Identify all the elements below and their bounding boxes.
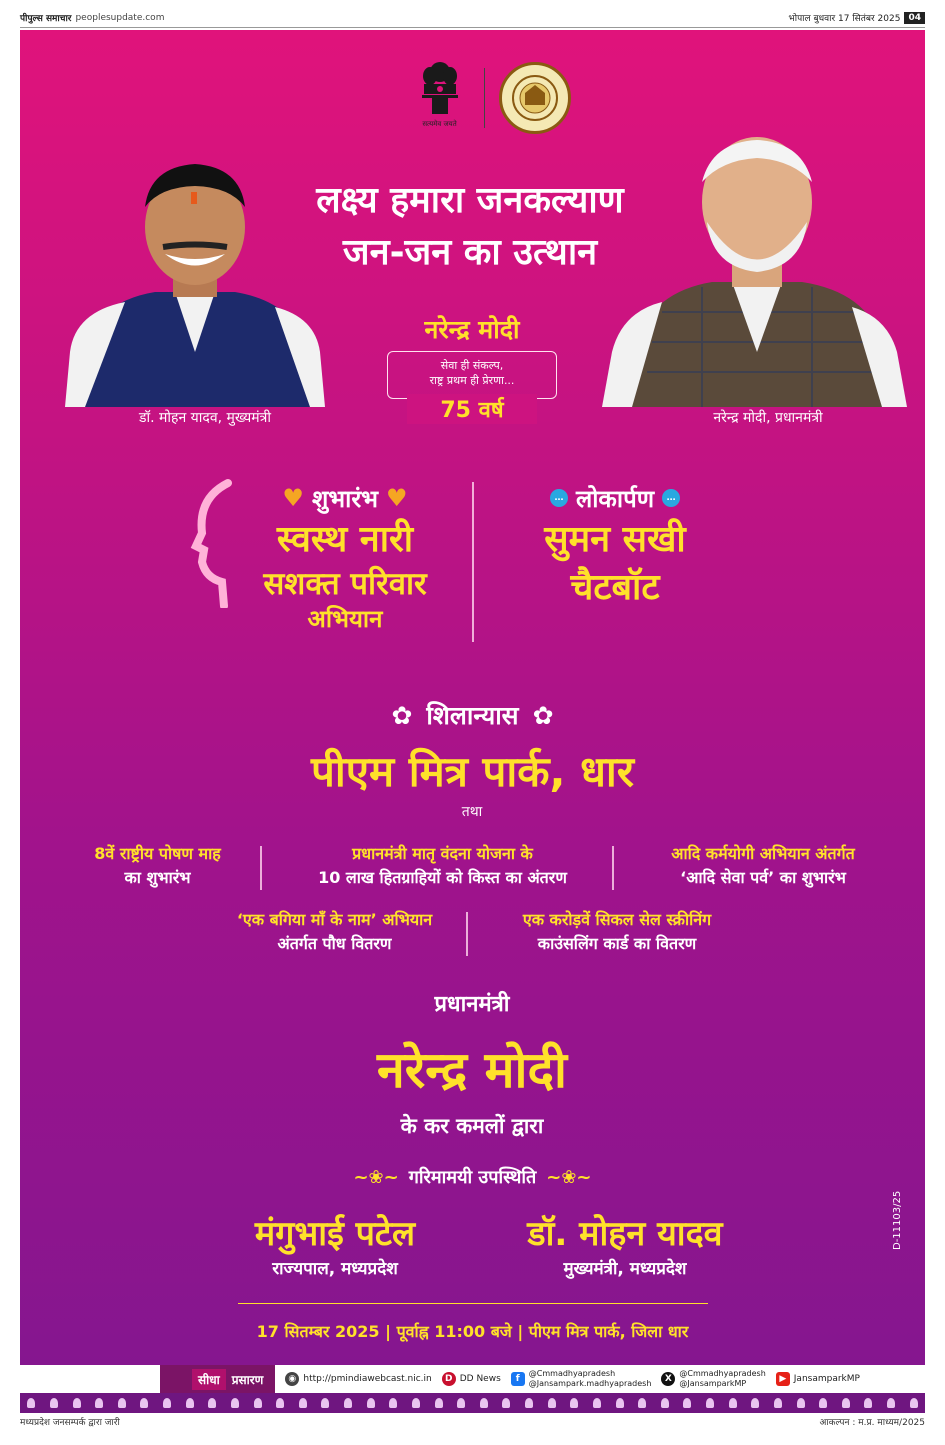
ornament-left-icon: ~❀~ [353, 1166, 399, 1188]
design-credit: आकल्पन : म.प्र. माध्यम/2025 [819, 1418, 925, 1428]
foundation-title: पीएम मित्र पार्क, धार [311, 747, 634, 796]
slogan-box [387, 351, 557, 399]
pm-name: नरेन्द्र मोदी [377, 1041, 567, 1099]
ornament-right-icon: ~❀~ [546, 1166, 592, 1188]
program-item: 8वें राष्ट्रीय पोषण माह का शुभारंभ [94, 844, 221, 887]
program-item: एक करोड़वें सिकल सेल स्क्रीनिंग काउंसलिंग कार्ड का वितरण [522, 910, 712, 953]
facebook-icon: f [511, 1372, 525, 1386]
prime-minister-caption: नरेन्द्र मोदी, प्रधानमंत्री [713, 410, 823, 426]
program-divider [612, 846, 614, 890]
foundation-tag-label: शिलान्यास [426, 701, 519, 730]
gracious-presence [300, 1160, 645, 1194]
x-icon: X [661, 1372, 675, 1386]
ad-code: D-11103/25 [892, 1190, 903, 1250]
launch-right-title-2: चैटबॉट [570, 567, 660, 608]
heart-hands-icon: ♥ [282, 484, 304, 512]
live-broadcast-label: सीधा प्रसारण [160, 1365, 275, 1393]
program-divider [260, 846, 262, 890]
chat-bubble-icon: … [662, 489, 680, 507]
headline-line-1: लक्ष्य हमारा जनकल्याण [316, 180, 624, 221]
newspaper-header [20, 8, 925, 28]
dd-news-link[interactable]: D DD News [442, 1372, 501, 1386]
program-divider [466, 912, 468, 956]
divider-line [238, 1303, 708, 1304]
event-details: 17 सितम्बर 2025 | पूर्वाह्न 11:00 बजे | पीएम मित्र पार्क, जिला धार [256, 1322, 689, 1341]
headline [235, 175, 705, 279]
footer [20, 1415, 925, 1431]
youtube-link[interactable]: ▶ JansamparkMP [776, 1372, 860, 1386]
emblem-divider [484, 68, 485, 128]
paper-name: पीपुल्स समाचार [20, 14, 72, 24]
launch-tag-left: शुभारंभ [311, 484, 379, 513]
launch-left-title-3: अभियान [307, 605, 383, 633]
launch-divider [472, 482, 474, 642]
event-time: पूर्वाह्न 11:00 बजे [396, 1322, 512, 1341]
launch-left-title-1: स्वस्थ नारी [276, 519, 414, 560]
program-item: ‘एक बगिया माँ के नाम’ अभियान अंतर्गत पौध वितरण [236, 910, 433, 953]
heart-hands-icon: ♥ [386, 484, 408, 512]
launch-right-title-1: सुमन सखी [544, 519, 686, 560]
launch-block-left [220, 480, 470, 634]
pm-label: प्रधानमंत्री [434, 992, 510, 1017]
facebook-link[interactable]: f @Cmmadhyapradesh @Jansampark.madhyapradesh [511, 1369, 652, 1389]
dateline: भोपाल बुधवार 17 सितंबर 2025 [788, 14, 901, 24]
and-text: तथा [461, 804, 483, 820]
emblem-motto: सत्यमेव जयते [422, 120, 457, 128]
mp-govt-seal-icon [499, 62, 571, 134]
program-item: आदि कर्मयोगी अभियान अंतर्गत ‘आदि सेवा पर्व’ का शुभारंभ [671, 844, 855, 887]
presence-label: गरिमामयी उपस्थिति [408, 1167, 537, 1188]
cotton-flower-icon: ✿ [532, 700, 554, 730]
issued-by: मध्यप्रदेश जनसम्पर्क द्वारा जारी [20, 1418, 120, 1428]
ashoka-emblem-icon [410, 58, 470, 138]
foundation-tag [330, 698, 615, 732]
slogan-line-1: सेवा ही संकल्प, [440, 359, 504, 372]
page-number: 04 [904, 12, 925, 24]
guest-chief-minister: डॉ. मोहन यादव मुख्यमंत्री, मध्यप्रदेश [527, 1214, 723, 1279]
emblems [405, 58, 575, 138]
years-badge: 75 वर्ष [407, 394, 537, 424]
decorative-border [20, 1393, 925, 1413]
chat-bubble-icon: … [550, 489, 568, 507]
launch-block-right [490, 480, 740, 612]
headline-line-2: जन-जन का उत्थान [342, 232, 598, 273]
event-place: पीएम मित्र पार्क, जिला धार [528, 1322, 689, 1341]
cotton-flower-icon: ✿ [391, 700, 413, 730]
center-name: नरेन्द्र मोदी [424, 315, 520, 344]
globe-icon: ◉ [285, 1372, 299, 1386]
webcast-link[interactable]: ◉ http://pmindiawebcast.nic.in [285, 1372, 431, 1386]
event-date: 17 सितम्बर 2025 [256, 1322, 380, 1341]
slogan-line-2: राष्ट्र प्रथम ही प्रेरणा... [429, 374, 515, 387]
guest-governor: मंगुभाई पटेल राज्यपाल, मध्यप्रदेश [254, 1214, 416, 1279]
program-item: प्रधानमंत्री मातृ वंदना योजना के 10 लाख हितग्राहियों को किस्त का अंतरण [318, 844, 567, 887]
by-hands-text: के कर कमलों द्वारा [400, 1114, 544, 1138]
launch-left-title-2: सशक्त परिवार [263, 566, 427, 602]
chief-minister-caption: डॉ. मोहन यादव, मुख्यमंत्री [139, 410, 271, 426]
paper-url[interactable]: peoplesupdate.com [75, 12, 165, 23]
broadcast-bar [20, 1365, 925, 1393]
government-advertisement [20, 30, 925, 1365]
dd-news-icon: D [442, 1372, 456, 1386]
youtube-icon: ▶ [776, 1372, 790, 1386]
x-link[interactable]: X @Cmmadhyapradesh @JansamparkMP [661, 1369, 765, 1389]
launch-tag-right: लोकार्पण [575, 484, 655, 513]
